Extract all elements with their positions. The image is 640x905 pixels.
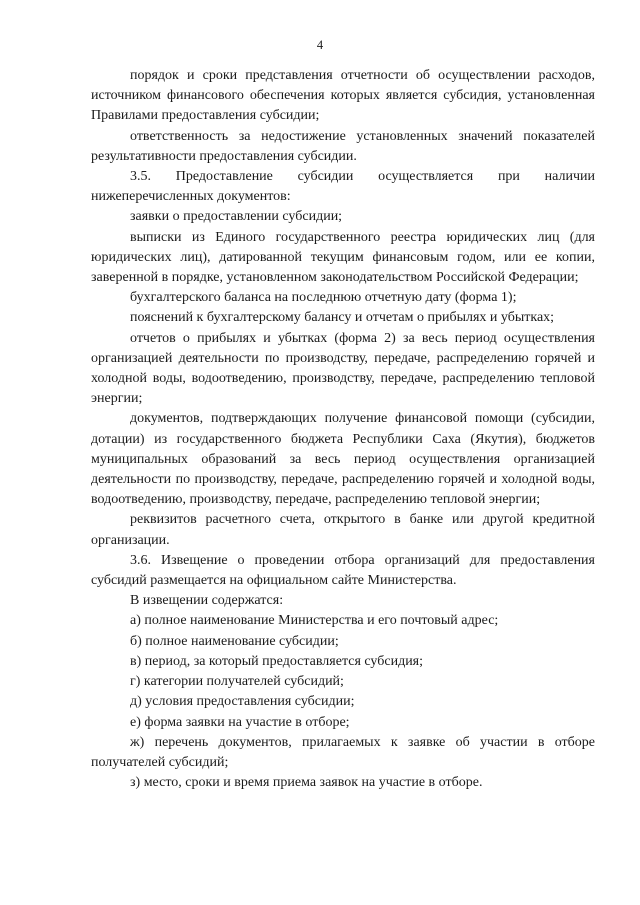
paragraph-balance-sheet: бухгалтерского баланса на последнюю отчетную дату (форма 1); <box>130 290 517 306</box>
list-item-g: г) категории получателей субсидий; <box>130 674 344 690</box>
paragraph-egrul-extract: выписки из Единого государственного реестра юридических лиц (для юридических лиц), датированной текущим финансовым годом, или ее копии, заверенной в порядке, установленном законодательством Российской Федерации; <box>91 229 595 286</box>
paragraph-responsibility: ответственность за недостижение установленных значений показателей результативности предоставления субсидии. <box>91 128 595 164</box>
document-body <box>91 66 595 793</box>
list-item-v: в) период, за который предоставляется субсидия; <box>130 653 424 669</box>
paragraph-bank-details: реквизитов расчетного счета, открытого в банке или другой кредитной организации. <box>91 512 595 548</box>
list-item-b: б) полное наименование субсидии; <box>130 633 339 649</box>
list-item-e: е) форма заявки на участие в отборе; <box>130 714 350 730</box>
page-number: 4 <box>316 38 324 52</box>
list-item-z: з) место, сроки и время приема заявок на участие в отборе. <box>130 775 483 791</box>
paragraph-applications: заявки о предоставлении субсидии; <box>130 209 343 225</box>
paragraph-financial-aid-docs: документов, подтверждающих получение финансовой помощи (субсидии, дотации) из государственного бюджета Республики Саха (Якутия), бюджетов муниципальных образований за весь период осуществления организацией деятельности по производству, передаче, распределению горячей и холодной воды, водоотведению, производству, передаче, распределению тепловой энергии; <box>91 411 595 508</box>
list-item-zh: ж) перечень документов, прилагаемых к заявке об участии в отборе получателей субсидий; <box>91 734 595 770</box>
paragraph-profit-loss: отчетов о прибылях и убытках (форма 2) за весь период осуществления организацией деятельности по производству, передаче, распределению горячей и холодной воды, водоотведению, производству, передаче, распределению тепловой энергии; <box>91 330 595 407</box>
paragraph-3-6: 3.6. Извещение о проведении отбора организаций для предоставления субсидий размещается на официальном сайте Министерства. <box>91 552 595 589</box>
list-item-d: д) условия предоставления субсидии; <box>130 694 355 710</box>
paragraph-explanations: пояснений к бухгалтерскому балансу и отчетам о прибылях и убытках; <box>130 310 555 326</box>
paragraph-notice-contains: В извещении содержатся: <box>130 593 284 609</box>
list-item-a: а) полное наименование Министерства и его почтовый адрес; <box>130 613 499 629</box>
paragraph-3-5: 3.5. Предоставление субсидии осуществляется при наличии нижеперечисленных документов: <box>91 169 595 205</box>
paragraph-reporting-order: порядок и сроки представления отчетности об осуществлении расходов, источником финансового обеспечения которых является субсидия, установленная Правилами предоставления субсидии; <box>91 68 595 124</box>
